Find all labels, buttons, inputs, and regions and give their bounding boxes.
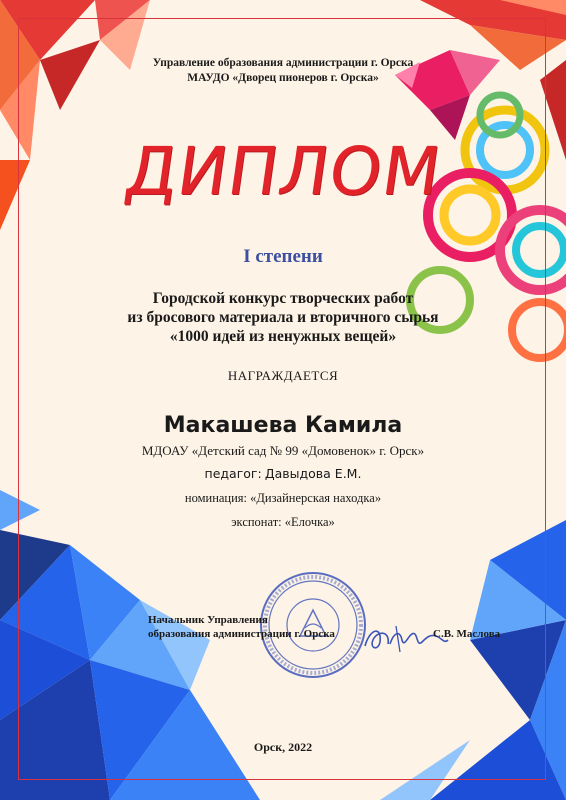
- nomination-line: [0, 491, 566, 506]
- awarded-label: НАГРАЖДАЕТСЯ: [227, 368, 339, 383]
- diploma-title: ДИПЛОМ: [120, 133, 447, 210]
- place-and-year: Орск, 2022: [253, 740, 313, 754]
- exhibit-label: экспонат:: [231, 515, 282, 529]
- recipient-name: Макашева Камила: [163, 413, 403, 438]
- contest-line-2: из бросового материала и вторичного сырья: [127, 309, 439, 326]
- nomination-value: «Дизайнерская находка»: [250, 491, 382, 505]
- contest-line-1: Городской конкурс творческих работ: [152, 290, 414, 307]
- signatory-position-line-2: образования администрации г. Орска: [148, 628, 335, 640]
- teacher-label: педагог:: [204, 466, 262, 481]
- recipient-organization: МДОАУ «Детский сад № 99 «Домовенок» г. Орск»: [141, 443, 425, 458]
- issuer-line-2: МАУДО «Дворец пионеров г. Орска»: [187, 72, 379, 84]
- signatory-position-line-1: Начальник Управления: [148, 614, 268, 626]
- signatory-position: [148, 613, 335, 641]
- signatory-name: С.В. Маслова: [433, 628, 501, 640]
- issuer-line-1: Управление образования администрации г. Орска: [152, 57, 414, 69]
- nomination-label: номинация:: [184, 491, 248, 505]
- exhibit-line: [0, 515, 566, 530]
- contest-line-3: «1000 идей из ненужных вещей»: [169, 328, 397, 345]
- teacher-line: [0, 466, 566, 482]
- exhibit-value: «Елочка»: [284, 515, 335, 529]
- degree-label: I степени: [243, 246, 323, 267]
- teacher-name: Давыдова Е.М.: [264, 466, 362, 481]
